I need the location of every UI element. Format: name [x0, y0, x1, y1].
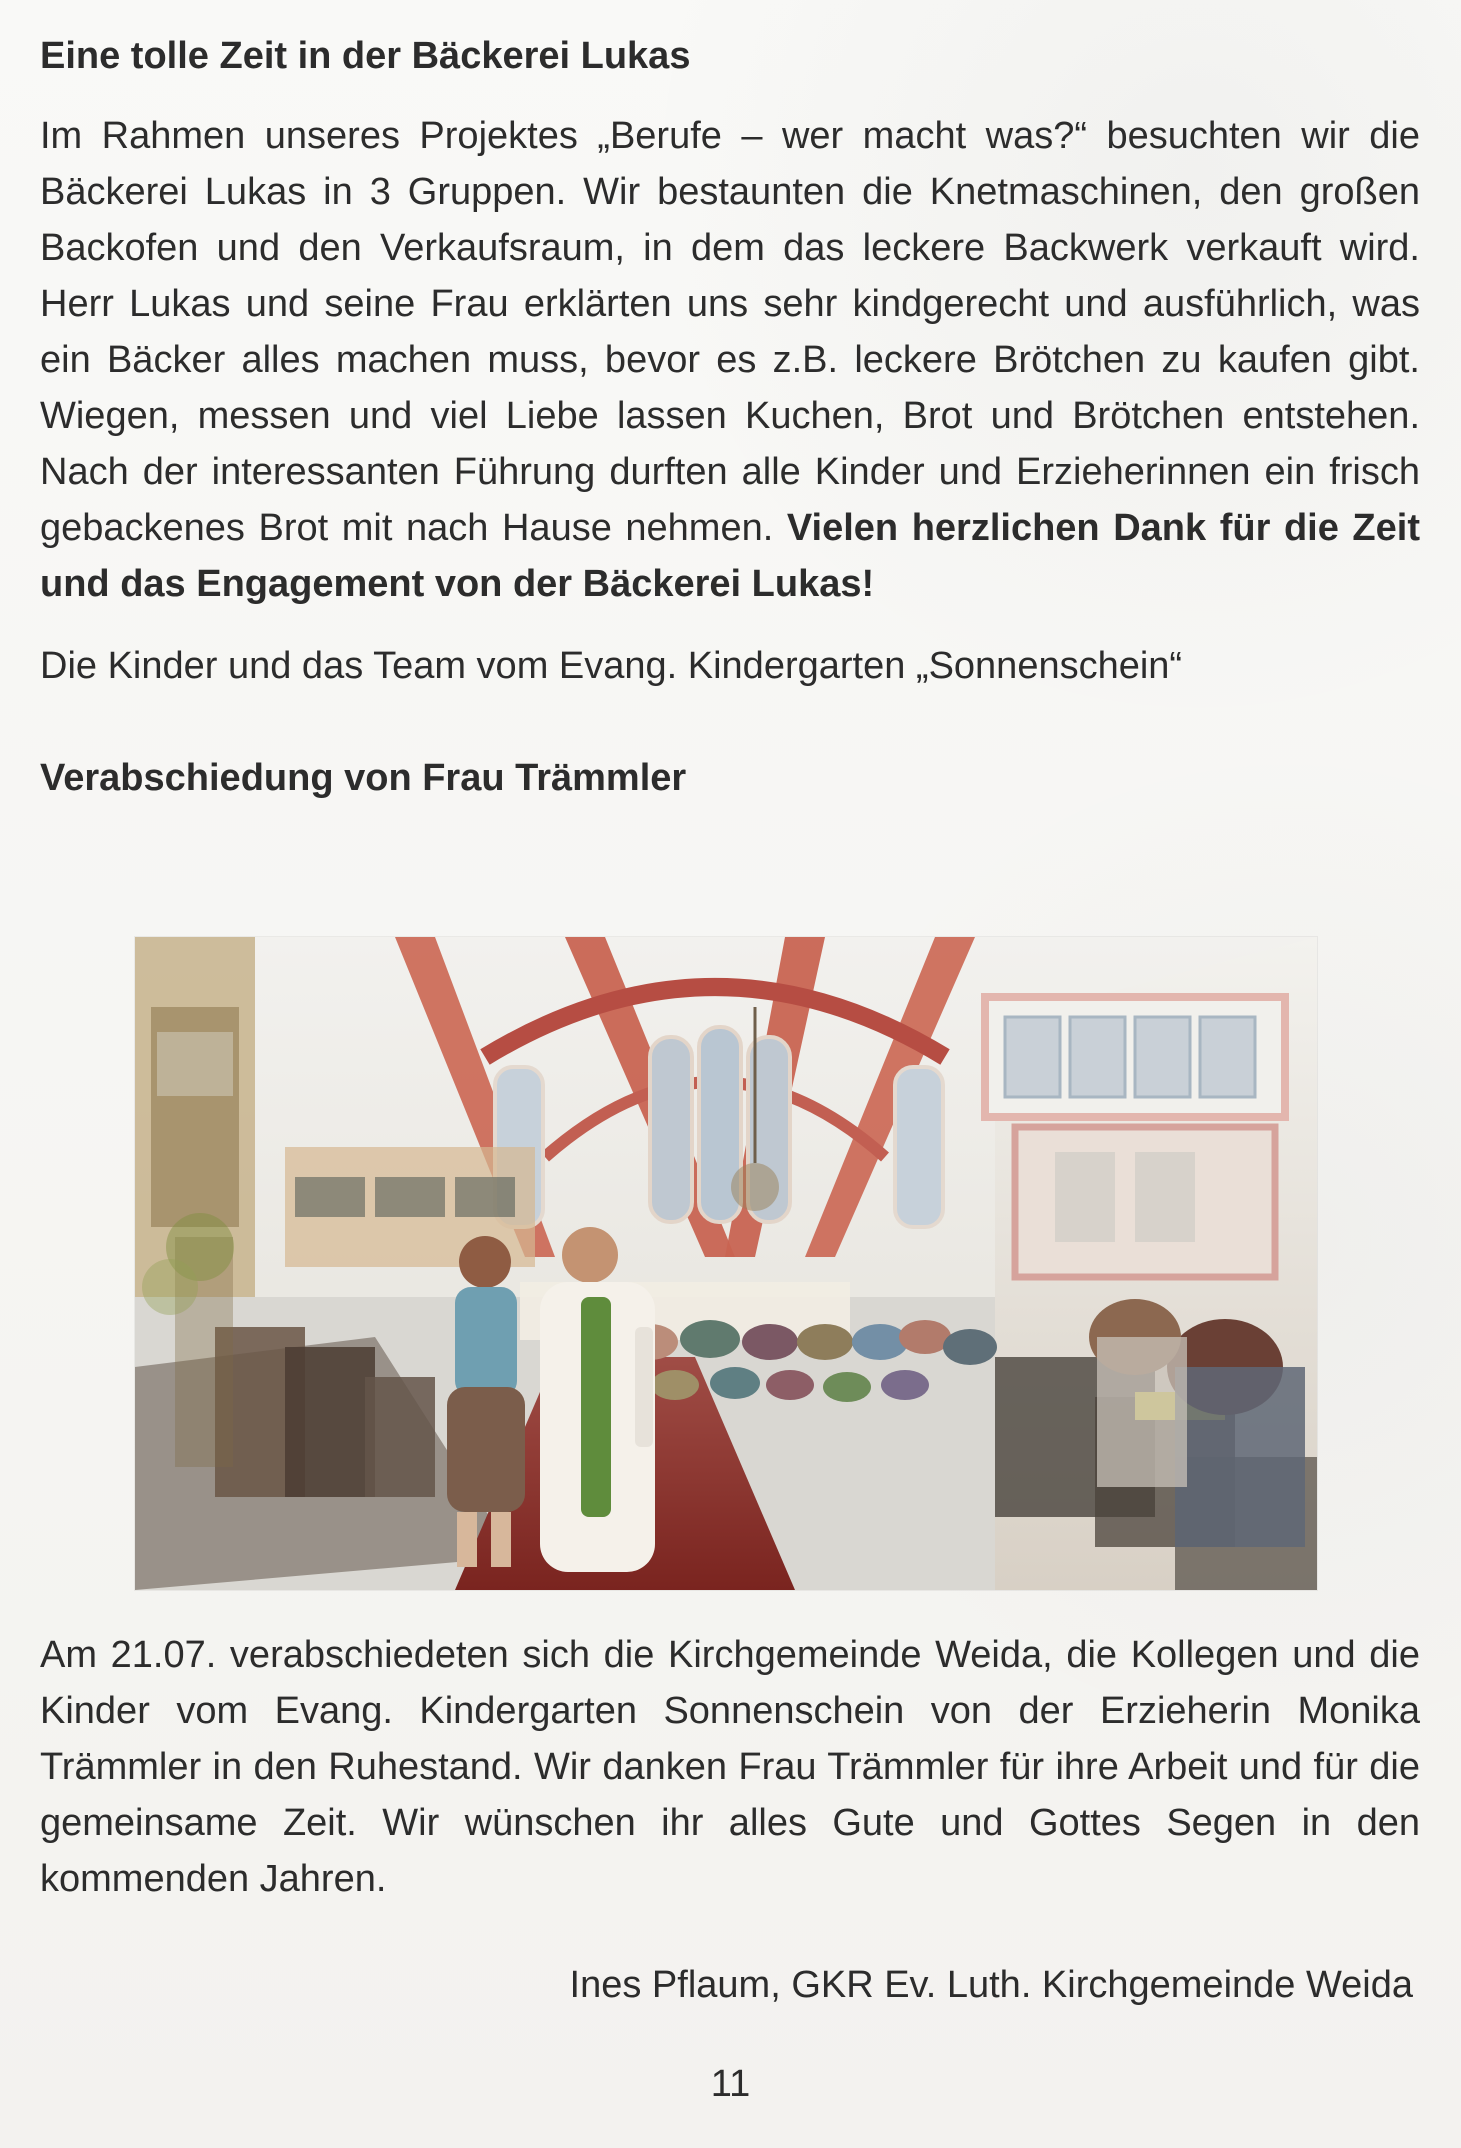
- farewell-author: Ines Pflaum, GKR Ev. Luth. Kirchgemeinde Weida: [569, 1964, 1413, 2006]
- organ-window: [1135, 1017, 1190, 1097]
- church-window: [650, 1037, 692, 1222]
- right-ornate-panel-detail: [1135, 1152, 1195, 1242]
- bakery-article-body: [40, 108, 1420, 612]
- left-relief: [157, 1032, 233, 1096]
- bakery-article-emphasis: Vielen herzlichen Dank für die Zeit und das Engagement von der Bäckerei Lukas!: [40, 507, 1420, 605]
- organ-window: [1200, 1017, 1255, 1097]
- bakery-article-text: Im Rahmen unseres Projektes „Berufe – wer macht was?“ besuchten wir die Bäckerei Lukas in 3 Gruppen. Wir bestaunten die Knetmaschinen, den großen Backofen und den Verkaufsraum, in dem das leckere Backwerk verkauft wird. Herr Lukas und seine Frau erklärten uns sehr kindgerecht und ausführlich, was ein Bäcker alles machen muss, bevor es z.B. leckere Brötchen zu kaufen gibt. Wiegen, messen und viel Liebe lassen Kuchen, Brot und Brötchen entstehen. Nach der interessanten Führung durften alle Kinder und Erzieherinnen ein frisch gebackenes Brot mit nach Hause nehmen.: [40, 115, 1420, 549]
- bakery-article-signature: Die Kinder und das Team vom Evang. Kindergarten „Sonnenschein“: [40, 645, 1183, 687]
- stall-panel: [455, 1177, 515, 1217]
- chandelier: [731, 1163, 779, 1211]
- bakery-article-title: Eine tolle Zeit in der Bäckerei Lukas: [40, 35, 691, 77]
- farewell-article-body: Am 21.07. verabschiedeten sich die Kirchgemeinde Weida, die Kollegen und die Kinder vom Evang. Kindergarten Sonnenschein von der Erzieherin Monika Trämmler in den Ruhestand. Wir danken Frau Trämmler für ihre Arbeit und für die gemeinsame Zeit. Wir wünschen ihr alles Gute und Gottes Segen in den kommenden Jahren.: [40, 1634, 1420, 1900]
- church-farewell-photo-svg: [135, 937, 1317, 1590]
- main-content: [40, 30, 1420, 804]
- right-ornate-panel-detail: [1055, 1152, 1115, 1242]
- farewell-article-title: Verabschiedung von Frau Trämmler: [40, 757, 687, 799]
- organ-window: [1070, 1017, 1125, 1097]
- stall-panel: [295, 1177, 365, 1217]
- church-window: [895, 1067, 943, 1227]
- organ-window: [1005, 1017, 1060, 1097]
- page-number: 11: [710, 2063, 751, 2105]
- farewell-content: [40, 1627, 1420, 1907]
- church-farewell-photo: [135, 937, 1317, 1590]
- left-foliage: [142, 1259, 198, 1315]
- stall-panel: [375, 1177, 445, 1217]
